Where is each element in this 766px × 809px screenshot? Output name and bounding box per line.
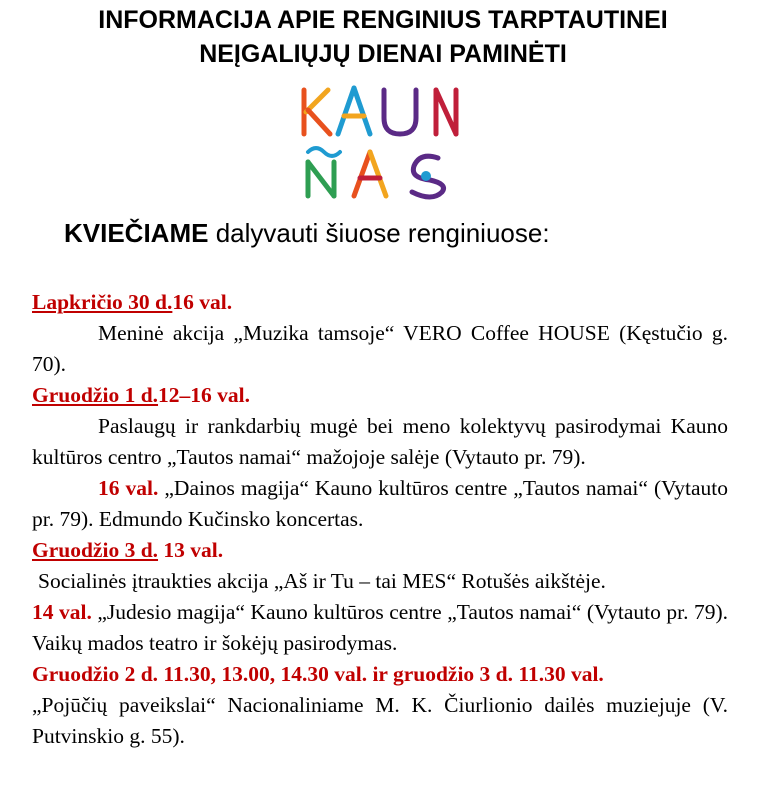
event-3-description-2 xyxy=(32,597,728,659)
event-2-date: Gruodžio 1 d. xyxy=(32,383,159,407)
event-3-heading xyxy=(32,535,728,566)
invitation-rest: dalyvauti šiuose renginiuose: xyxy=(208,218,550,248)
event-1-date: Lapkričio 30 d. xyxy=(32,290,173,314)
event-2-heading xyxy=(32,380,728,411)
invitation-bold: KVIEČIAME xyxy=(64,218,209,248)
kaunas-logo xyxy=(296,82,462,202)
logo-letter-n2 xyxy=(308,162,334,196)
event-2-time-2: 16 val. xyxy=(98,476,159,500)
event-3-description-1: Socialinės įtraukties akcija „Aš ir Tu – tai MES“ Rotušės aikštėje. xyxy=(38,569,606,593)
logo-dot xyxy=(421,171,431,181)
events-list xyxy=(32,287,728,752)
event-2-description-2 xyxy=(32,473,728,535)
event-3-text-2: „Judesio magija“ Kauno kultūros centre „Tautos namai“ (Vytauto pr. 79). Vaikų mados teatro ir šokėjų pasirodymas. xyxy=(32,600,728,655)
event-1-heading xyxy=(32,287,728,318)
invitation-line xyxy=(64,216,764,250)
event-4-description: „Pojūčių paveikslai“ Nacionaliniame M. K. Čiurlionio dailės muziejuje (V. Putvinskio g. 55). xyxy=(32,693,728,748)
logo-letter-n xyxy=(436,90,456,134)
event-2-time: 12–16 val. xyxy=(158,383,251,407)
event-1-description: Meninė akcija „Muzika tamsoje“ VERO Coffee HOUSE (Kęstučio g. 70). xyxy=(32,321,728,376)
event-4-heading: Gruodžio 2 d. 11.30, 13.00, 14.30 val. ir gruodžio 3 d. 11.30 val. xyxy=(32,662,604,686)
event-3-time: 13 val. xyxy=(158,538,224,562)
event-3-date: Gruodžio 3 d. xyxy=(32,538,159,562)
logo-letter-a xyxy=(338,88,370,134)
event-2-text-2: „Dainos magija“ Kauno kultūros centre „Tautos namai“ (Vytauto pr. 79). Edmundo Kučinsko koncertas. xyxy=(32,476,728,531)
event-3-time-2: 14 val. xyxy=(32,600,92,624)
page-title-line-2: NEĮGALIŲJŲ DIENAI PAMINĖTI xyxy=(199,40,567,68)
event-2-description-1: Paslaugų ir rankdarbių mugė bei meno kolektyvų pasirodymai Kauno kultūros centro „Tautos namai“ mažojoje salėje (Vytauto pr. 79). xyxy=(32,414,728,469)
event-1-time: 16 val. xyxy=(172,290,233,314)
logo-letter-a2 xyxy=(354,152,386,196)
logo-tilde xyxy=(308,148,340,156)
logo-letter-k xyxy=(304,90,330,134)
page-title-line-1: INFORMACIJA APIE RENGINIUS TARPTAUTINEI xyxy=(98,6,668,34)
logo-letter-u xyxy=(384,90,416,134)
